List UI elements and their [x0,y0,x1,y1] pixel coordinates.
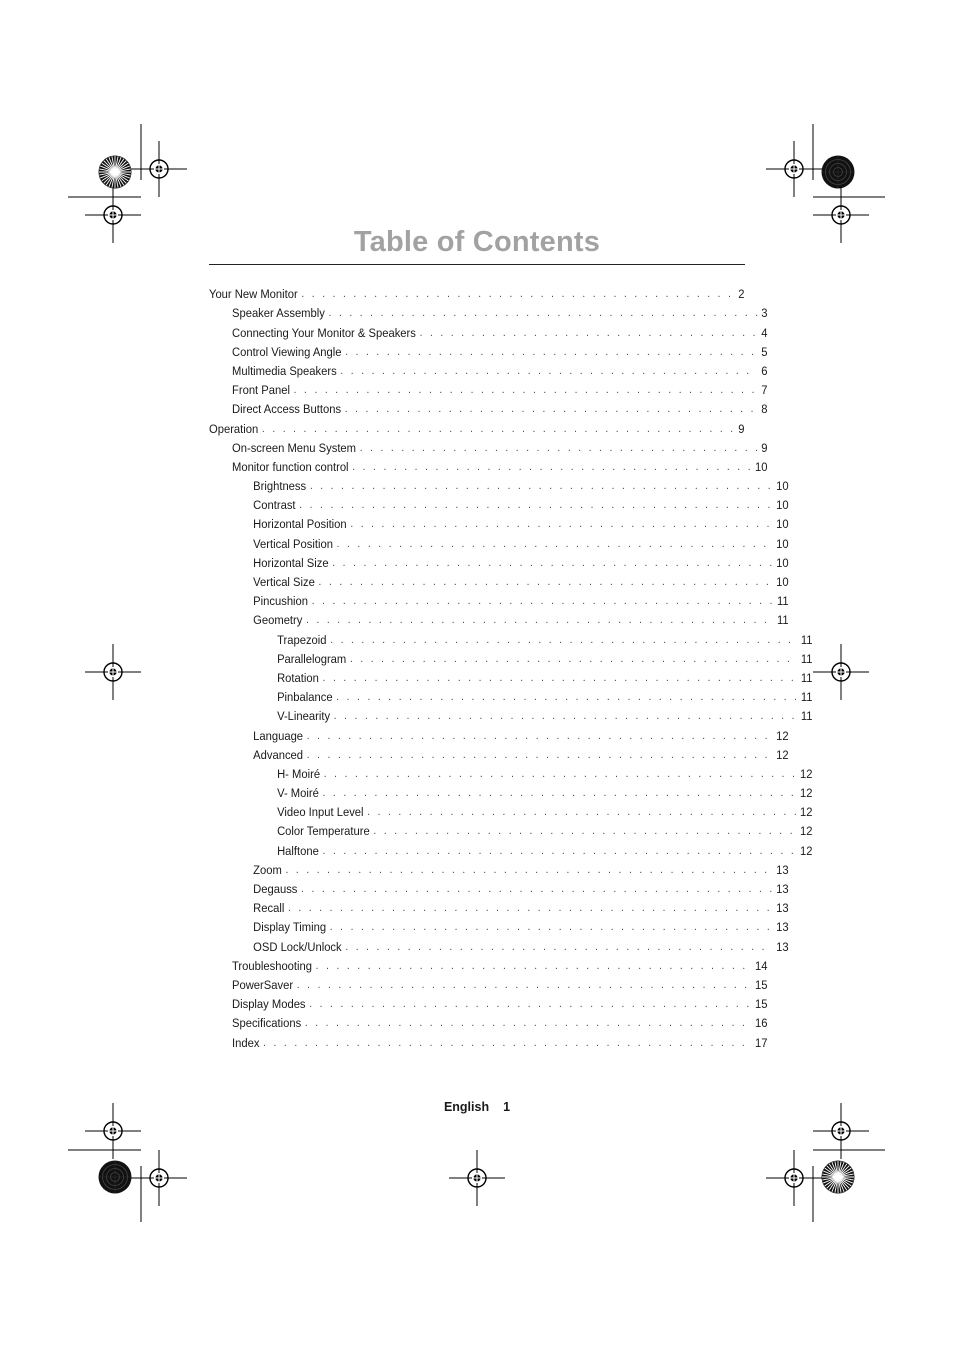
toc-dot-leader [323,671,798,686]
toc-entry-page: 13 [776,901,789,916]
registration-crosshair-icon [131,141,187,197]
toc-dot-leader [334,709,797,724]
toc-entry[interactable] [209,379,767,398]
toc-entry-title: OSD Lock/Unlock [253,939,342,954]
toc-entry[interactable] [209,571,789,590]
toc-entry[interactable] [209,801,813,820]
toc-entry-page: 9 [738,421,745,436]
registration-crosshair-icon [85,187,141,243]
toc-entry[interactable] [209,628,813,647]
toc-entry-page: 12 [800,805,813,820]
toc-dot-leader [288,901,772,916]
toc-entry-title: Color Temperature [277,824,370,839]
toc-entry-title: Display Timing [253,920,327,935]
toc-entry-page: 13 [776,862,789,877]
toc-entry[interactable] [209,321,767,340]
toc-entry-title: Specifications [232,1016,302,1031]
toc-entry[interactable] [209,782,813,801]
toc-entry[interactable] [209,417,744,436]
toc-entry-page: 12 [800,786,813,801]
toc-dot-leader [307,748,773,763]
toc-entry-title: Video Input Level [277,805,364,820]
color-calibration-starburst-icon [99,1161,132,1194]
toc-entry-title: Pinbalance [277,690,333,705]
toc-dot-leader [336,690,797,705]
toc-dot-leader [367,805,796,820]
toc-dot-leader [312,594,774,609]
toc-dot-leader [373,824,796,839]
toc-entry-title: Direct Access Buttons [232,402,342,417]
registration-crosshair-icon [813,644,869,700]
toc-entry[interactable] [209,686,813,705]
toc-entry-page: 16 [754,1016,768,1031]
toc-dot-leader [319,575,773,590]
toc-entry[interactable] [209,667,813,686]
toc-entry-title: V- Moiré [277,786,319,801]
toc-entry-page: 10 [776,575,789,589]
toc-dot-leader [330,633,797,648]
toc-entry[interactable] [209,494,789,513]
toc-entry-page: 9 [761,440,768,455]
registration-crosshair-icon [131,1150,187,1206]
toc-entry-title: Trapezoid [277,632,327,647]
toc-entry-page: 12 [800,824,813,839]
toc-entry-page: 3 [761,306,768,321]
toc-entry-page: 8 [761,402,768,417]
toc-entry-page: 11 [800,690,813,705]
toc-entry[interactable] [209,456,767,475]
toc-entry-title: Display Modes [232,997,306,1012]
toc-entry[interactable] [209,724,789,743]
toc-entry[interactable] [209,302,767,321]
toc-entry-page: 17 [754,1035,768,1050]
toc-entry-page: 10 [776,536,789,551]
toc-entry-title: Index [232,1035,260,1050]
toc-entry-page: 10 [754,459,768,474]
toc-entry-title: Vertical Position [253,536,333,551]
toc-dot-leader [332,556,772,571]
toc-dot-leader [323,786,797,801]
toc-entry[interactable] [209,878,789,897]
toc-entry[interactable] [209,1012,767,1031]
toc-entry[interactable] [209,897,789,916]
toc-entry-title: Multimedia Speakers [232,363,337,378]
toc-entry[interactable] [209,437,767,456]
toc-entry[interactable] [209,955,767,974]
toc-dot-leader [350,517,772,532]
table-of-contents [209,283,813,1051]
toc-entry-title: Connecting Your Monitor & Speakers [232,325,416,340]
toc-entry-title: Recall [253,901,285,916]
toc-entry-title: V-Linearity [277,709,331,724]
registration-crosshair-icon [449,1150,505,1206]
toc-entry[interactable] [209,590,789,609]
toc-entry-title: H- Moiré [277,766,321,781]
toc-entry-page: 2 [738,287,745,302]
toc-entry-title: Parallelogram [277,651,347,666]
toc-entry-page: 15 [754,977,768,992]
toc-dot-leader [345,345,757,360]
toc-entry-page: 10 [776,517,789,532]
color-calibration-starburst-icon [99,156,132,189]
toc-entry-title: Monitor function control [232,459,349,474]
registration-crosshair-icon [813,187,869,243]
registration-crosshair-icon [85,644,141,700]
toc-dot-leader [301,882,772,897]
toc-entry[interactable] [209,993,767,1012]
toc-dot-leader [294,383,758,398]
toc-entry-page: 11 [800,670,813,685]
toc-entry-page: 11 [776,613,789,628]
toc-dot-leader [263,1036,751,1051]
toc-entry-page: 11 [800,632,813,647]
toc-entry-title: Advanced [253,747,304,762]
toc-dot-leader [420,326,758,341]
toc-dot-leader [299,498,772,513]
toc-entry[interactable] [209,820,813,839]
toc-entry[interactable] [209,859,789,878]
toc-dot-leader [305,1016,751,1031]
toc-dot-leader [352,460,751,475]
toc-entry-page: 12 [776,747,789,762]
toc-entry-page: 12 [800,843,813,858]
toc-entry-page: 14 [754,958,768,973]
toc-entry-title: Horizontal Position [253,517,347,532]
toc-dot-leader [337,537,773,552]
toc-dot-leader [324,767,797,782]
toc-dot-leader [306,613,773,628]
footer-page-number: 1 [503,1100,511,1114]
toc-entry-title: Rotation [277,670,319,685]
toc-entry[interactable] [209,532,789,551]
toc-dot-leader [330,920,773,935]
toc-entry[interactable] [209,974,767,993]
toc-entry-title: Brightness [253,479,307,494]
toc-entry-page: 6 [761,363,768,378]
toc-entry-title: Vertical Size [253,575,315,589]
toc-entry-title: Operation [209,421,259,436]
toc-dot-leader [316,959,752,974]
registration-crosshair-icon [766,141,822,197]
toc-entry[interactable] [209,360,767,379]
toc-dot-leader [286,863,773,878]
toc-entry[interactable] [209,283,744,302]
toc-entry-page: 4 [761,325,768,340]
toc-dot-leader [345,402,758,417]
toc-dot-leader [323,844,797,859]
toc-entry[interactable] [209,744,789,763]
toc-entry-title: Control Viewing Angle [232,344,342,359]
toc-entry-title: Speaker Assembly [232,306,325,321]
title-rule [209,264,745,265]
page-title: Table of Contents [353,226,601,258]
toc-dot-leader [345,940,772,955]
toc-entry-title: On-screen Menu System [232,440,357,455]
toc-entry-title: Your New Monitor [209,287,298,302]
toc-entry[interactable] [209,916,789,935]
toc-entry-title: Halftone [277,843,319,858]
toc-dot-leader [360,441,758,456]
toc-entry[interactable] [209,398,767,417]
toc-entry[interactable] [209,935,789,954]
toc-entry-title: Language [253,728,304,743]
toc-dot-leader [297,978,752,993]
toc-entry-title: Zoom [253,862,282,877]
toc-dot-leader [307,729,773,744]
footer-language: English [443,1100,490,1114]
toc-entry-page: 13 [776,920,789,935]
toc-entry-title: Degauss [253,882,298,896]
toc-dot-leader [301,287,734,302]
toc-dot-leader [310,479,773,494]
toc-entry-title: Front Panel [232,383,290,398]
toc-entry[interactable] [209,763,813,782]
toc-entry-page: 10 [776,498,789,513]
registration-crosshair-icon [766,1150,822,1206]
toc-entry[interactable] [209,1031,767,1050]
toc-dot-leader [350,652,797,667]
toc-entry-title: Troubleshooting [232,958,312,973]
toc-entry[interactable] [209,513,789,532]
toc-entry-title: Pincushion [253,594,309,609]
toc-entry-title: Horizontal Size [253,555,329,570]
toc-entry[interactable] [209,552,789,571]
toc-entry-page: 11 [800,651,813,666]
toc-dot-leader [340,364,757,379]
toc-entry-title: Contrast [253,498,296,513]
toc-entry-page: 13 [776,882,789,896]
toc-entry-title: PowerSaver [232,977,294,992]
toc-entry-page: 7 [761,383,768,398]
toc-entry-page: 12 [776,728,789,743]
toc-entry[interactable] [209,839,813,858]
toc-entry-page: 11 [776,594,789,609]
toc-dot-leader [329,306,758,321]
toc-entry-title: Geometry [253,613,303,628]
toc-entry[interactable] [209,475,789,494]
toc-entry-page: 12 [800,766,813,781]
toc-entry-page: 5 [761,344,768,359]
toc-entry-page: 11 [800,709,813,724]
color-calibration-starburst-icon [822,156,855,189]
toc-entry[interactable] [209,648,813,667]
page-footer [0,1100,954,1114]
toc-entry-page: 10 [776,479,789,494]
toc-entry[interactable] [209,705,813,724]
toc-entry-page: 10 [776,555,789,570]
toc-entry[interactable] [209,341,767,360]
color-calibration-starburst-icon [822,1161,855,1194]
toc-entry-page: 13 [776,939,789,954]
toc-dot-leader [262,422,735,437]
toc-entry-page: 15 [754,997,768,1012]
toc-entry[interactable] [209,609,789,628]
toc-dot-leader [309,997,751,1012]
